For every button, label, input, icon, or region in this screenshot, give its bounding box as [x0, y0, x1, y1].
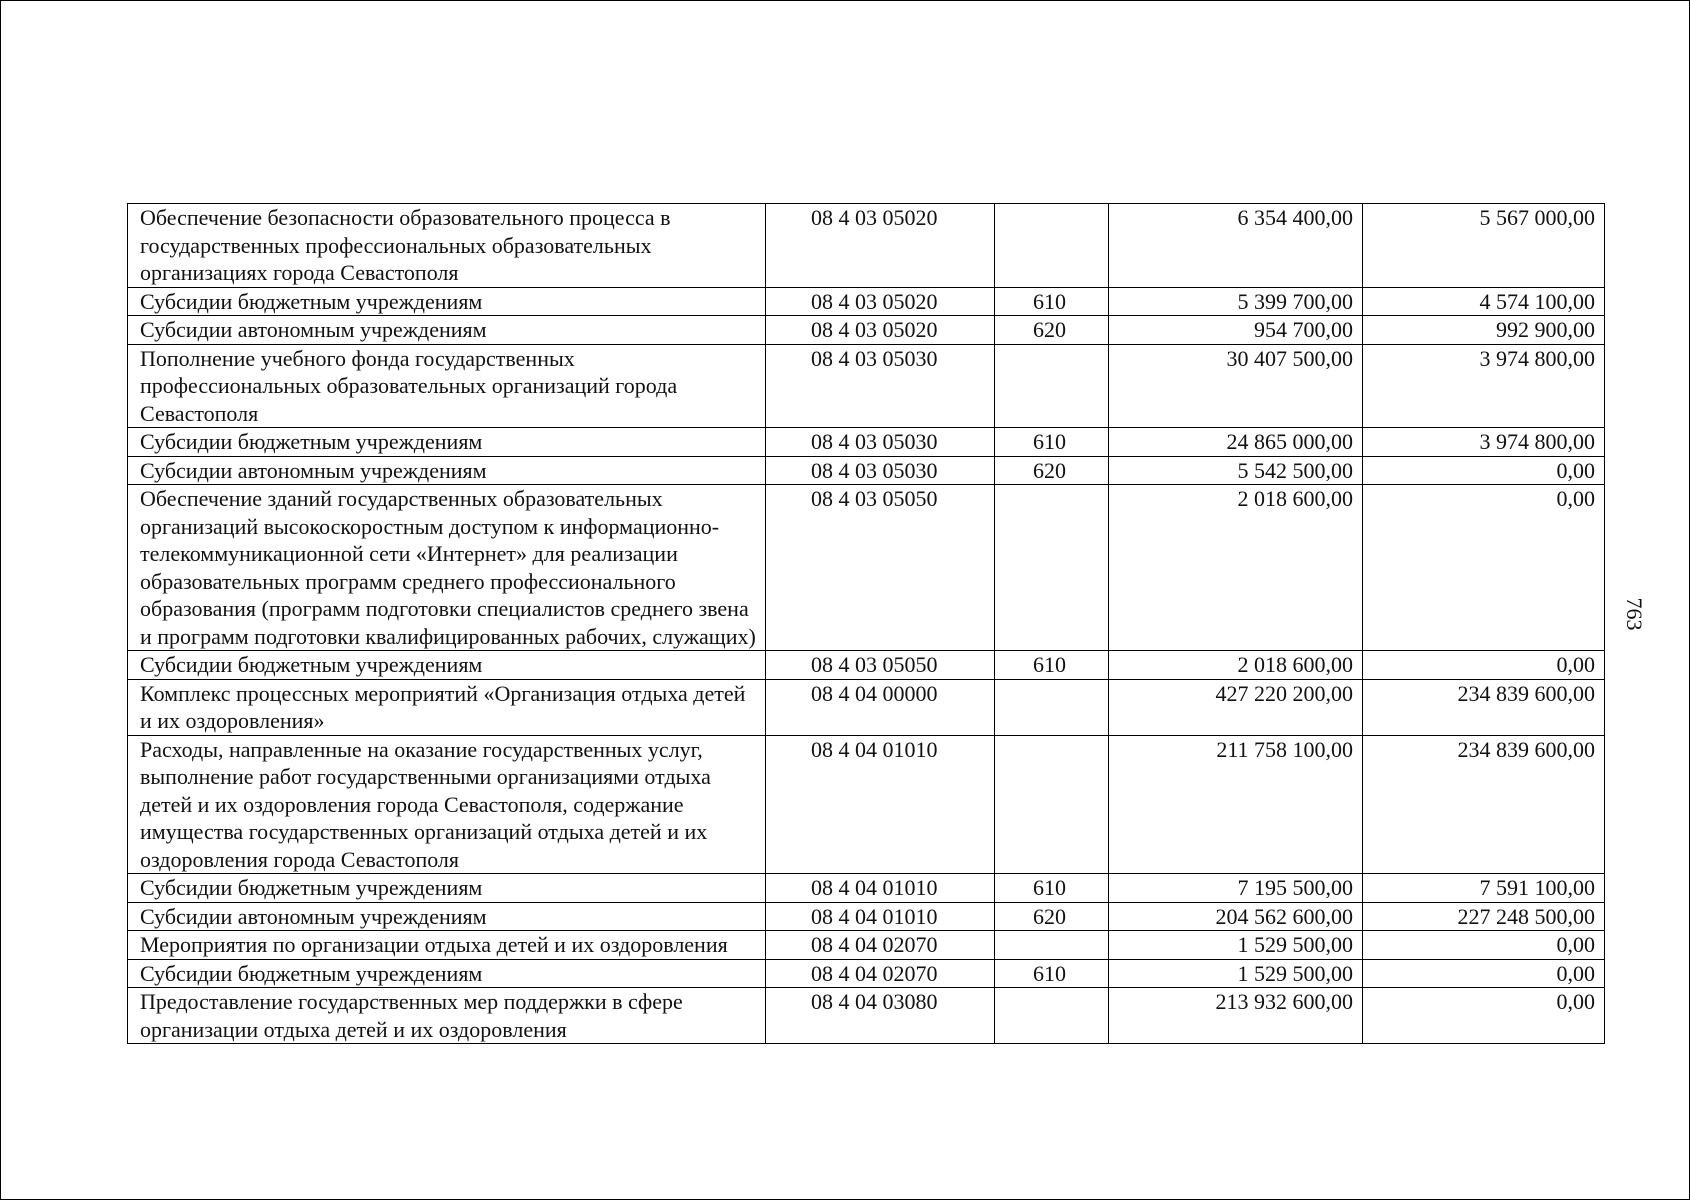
row-kind-cell: 610: [995, 428, 1109, 457]
row-code-cell: 08 4 03 05050: [766, 485, 995, 651]
row-sum1-cell: 7 195 500,00: [1109, 874, 1363, 903]
row-kind-cell: 610: [995, 287, 1109, 316]
row-sum2-cell: 7 591 100,00: [1363, 874, 1605, 903]
row-code-cell: 08 4 04 02070: [766, 931, 995, 960]
row-sum2-cell: 0,00: [1363, 456, 1605, 485]
row-sum1-cell: 213 932 600,00: [1109, 988, 1363, 1044]
row-sum1-cell: 211 758 100,00: [1109, 735, 1363, 874]
row-sum2-cell: 992 900,00: [1363, 316, 1605, 345]
row-sum2-cell: 234 839 600,00: [1363, 735, 1605, 874]
row-sum1-cell: 2 018 600,00: [1109, 651, 1363, 680]
table-row: [128, 204, 1605, 288]
row-code-cell: 08 4 03 05020: [766, 287, 995, 316]
row-kind-cell: 620: [995, 316, 1109, 345]
table-row: [128, 902, 1605, 931]
row-code-cell: 08 4 04 01010: [766, 874, 995, 903]
row-kind-cell: 620: [995, 456, 1109, 485]
row-kind-cell: [995, 344, 1109, 428]
table-row: [128, 316, 1605, 345]
row-kind-cell: 610: [995, 959, 1109, 988]
row-sum1-cell: 427 220 200,00: [1109, 679, 1363, 735]
budget-table-body: [128, 204, 1605, 1044]
row-name-cell: Пополнение учебного фонда государственных профессиональных образовательных организаций города Севастополя: [128, 344, 766, 428]
row-sum2-cell: 0,00: [1363, 988, 1605, 1044]
row-kind-cell: [995, 485, 1109, 651]
table-row: [128, 428, 1605, 457]
row-code-cell: 08 4 03 05030: [766, 344, 995, 428]
row-name-cell: Субсидии бюджетным учреждениям: [128, 287, 766, 316]
row-name-cell: Обеспечение зданий государственных образовательных организаций высокоскоростным доступом к информационно-телекоммуникационной сети «Интернет» для реализации образовательных программ среднего профессионального образования (программ подготовки специалистов среднего звена и программ подготовки квалифицированных рабочих, служащих): [128, 485, 766, 651]
row-code-cell: 08 4 04 00000: [766, 679, 995, 735]
row-code-cell: 08 4 04 03080: [766, 988, 995, 1044]
row-sum2-cell: 0,00: [1363, 651, 1605, 680]
row-name-cell: Обеспечение безопасности образовательного процесса в государственных профессиональных образовательных организациях города Севастополя: [128, 204, 766, 288]
table-row: [128, 735, 1605, 874]
row-sum1-cell: 5 542 500,00: [1109, 456, 1363, 485]
row-sum1-cell: 2 018 600,00: [1109, 485, 1363, 651]
table-row: [128, 456, 1605, 485]
row-name-cell: Комплекс процессных мероприятий «Организация отдыха детей и их оздоровления»: [128, 679, 766, 735]
row-sum1-cell: 24 865 000,00: [1109, 428, 1363, 457]
row-code-cell: 08 4 04 01010: [766, 735, 995, 874]
table-row: [128, 679, 1605, 735]
row-kind-cell: 610: [995, 651, 1109, 680]
row-name-cell: Мероприятия по организации отдыха детей и их оздоровления: [128, 931, 766, 960]
row-sum2-cell: 5 567 000,00: [1363, 204, 1605, 288]
row-sum2-cell: 3 974 800,00: [1363, 344, 1605, 428]
row-name-cell: Субсидии бюджетным учреждениям: [128, 428, 766, 457]
budget-table: [127, 203, 1605, 1044]
row-name-cell: Субсидии бюджетным учреждениям: [128, 874, 766, 903]
table-row: [128, 959, 1605, 988]
page-number: 763: [1622, 597, 1647, 631]
row-kind-cell: [995, 988, 1109, 1044]
row-code-cell: 08 4 03 05030: [766, 428, 995, 457]
row-sum2-cell: 3 974 800,00: [1363, 428, 1605, 457]
row-sum1-cell: 1 529 500,00: [1109, 931, 1363, 960]
row-kind-cell: 620: [995, 902, 1109, 931]
table-row: [128, 931, 1605, 960]
row-kind-cell: [995, 931, 1109, 960]
row-sum1-cell: 1 529 500,00: [1109, 959, 1363, 988]
row-sum1-cell: 204 562 600,00: [1109, 902, 1363, 931]
row-sum1-cell: 954 700,00: [1109, 316, 1363, 345]
row-sum1-cell: 30 407 500,00: [1109, 344, 1363, 428]
row-kind-cell: [995, 679, 1109, 735]
row-name-cell: Субсидии автономным учреждениям: [128, 902, 766, 931]
row-sum2-cell: 0,00: [1363, 931, 1605, 960]
row-code-cell: 08 4 03 05020: [766, 204, 995, 288]
row-kind-cell: [995, 204, 1109, 288]
row-name-cell: Субсидии бюджетным учреждениям: [128, 959, 766, 988]
row-name-cell: Субсидии бюджетным учреждениям: [128, 651, 766, 680]
row-name-cell: Предоставление государственных мер поддержки в сфере организации отдыха детей и их оздоровления: [128, 988, 766, 1044]
row-sum1-cell: 6 354 400,00: [1109, 204, 1363, 288]
row-kind-cell: 610: [995, 874, 1109, 903]
row-sum2-cell: 0,00: [1363, 485, 1605, 651]
row-sum1-cell: 5 399 700,00: [1109, 287, 1363, 316]
row-code-cell: 08 4 03 05030: [766, 456, 995, 485]
table-row: [128, 287, 1605, 316]
row-sum2-cell: 234 839 600,00: [1363, 679, 1605, 735]
row-name-cell: Расходы, направленные на оказание государственных услуг, выполнение работ государственными организациями отдыха детей и их оздоровления города Севастополя, содержание имущества государственных организаций отдыха детей и их оздоровления города Севастополя: [128, 735, 766, 874]
row-sum2-cell: 227 248 500,00: [1363, 902, 1605, 931]
row-kind-cell: [995, 735, 1109, 874]
row-code-cell: 08 4 03 05020: [766, 316, 995, 345]
table-row: [128, 874, 1605, 903]
row-code-cell: 08 4 03 05050: [766, 651, 995, 680]
table-row: [128, 651, 1605, 680]
row-sum2-cell: 4 574 100,00: [1363, 287, 1605, 316]
table-row: [128, 344, 1605, 428]
table-row: [128, 988, 1605, 1044]
row-sum2-cell: 0,00: [1363, 959, 1605, 988]
table-row: [128, 485, 1605, 651]
row-code-cell: 08 4 04 01010: [766, 902, 995, 931]
row-name-cell: Субсидии автономным учреждениям: [128, 316, 766, 345]
row-code-cell: 08 4 04 02070: [766, 959, 995, 988]
row-name-cell: Субсидии автономным учреждениям: [128, 456, 766, 485]
